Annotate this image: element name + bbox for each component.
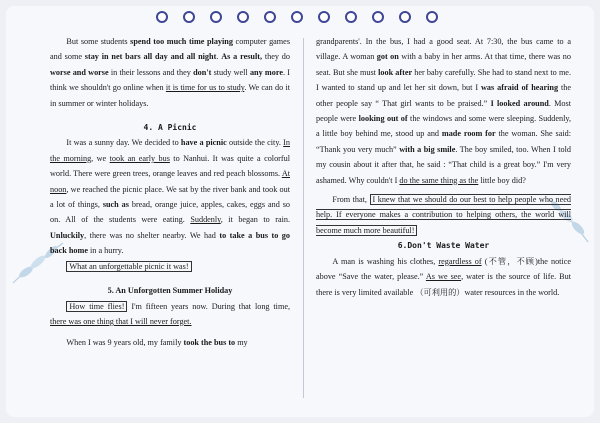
bold-phrase: As a result,: [221, 52, 263, 62]
bold-phrase: don't: [193, 67, 212, 77]
binder-ring: [237, 11, 249, 23]
bold-phrase: to take a bus to go back home: [50, 230, 290, 256]
binder-ring: [399, 11, 411, 23]
paragraph-picnic-ending: [50, 259, 290, 274]
text-run: grandparents'. In the bus, I had a good seat. At 7:30, the bus came to a village. A woman: [316, 37, 571, 62]
underlined-phrase: As we see: [425, 272, 462, 282]
binder-ring: [426, 11, 438, 23]
text-run: with a baby in her arms. At that time, there was no seat. But she must: [316, 52, 571, 77]
section-heading-picnic: 4. A Picnic: [143, 123, 197, 133]
text-run: in a hurry.: [87, 246, 124, 256]
text-run: . I think we shouldn't go online when: [50, 67, 290, 93]
paragraph-summer-story: [50, 335, 290, 350]
text-run: her baby carefully. She had to stand next to me. I wanted to stand up and let her sit down, but I: [316, 67, 571, 93]
text-run: my: [235, 338, 248, 348]
underlined-phrase: there was one thing that I will never forget.: [50, 316, 192, 326]
text-run: in their lessons and they: [108, 67, 194, 77]
underlined-phrase: In the morning: [50, 138, 290, 163]
bold-phrase: look after: [378, 67, 413, 77]
binder-ring: [210, 11, 222, 23]
right-column: [316, 34, 571, 300]
paragraph-bus-story: [316, 34, 571, 188]
worksheet-page: [6, 6, 594, 417]
text-run: When I was 9 years old, my family: [66, 338, 184, 348]
paragraph-picnic: [50, 135, 290, 258]
underlined-phrase: Suddenly: [190, 215, 221, 225]
paragraph-water: [316, 254, 571, 300]
underlined-phrase: it is time for us to study: [165, 83, 245, 93]
bold-phrase: have a picnic: [180, 138, 227, 148]
left-column: [50, 34, 290, 351]
boxed-phrase: How time flies!: [66, 301, 127, 312]
bold-phrase: I looked around: [490, 98, 549, 108]
text-run: . We can do it in summer or winter holidays.: [50, 83, 290, 108]
text-run: . Most people were: [316, 98, 571, 124]
underlined-phrase: do the same thing as the: [399, 175, 479, 185]
text-run: they do: [262, 52, 290, 62]
bold-phrase: got on: [376, 52, 399, 62]
binder-ring: [345, 11, 357, 23]
paragraph-summer-intro: [50, 299, 290, 330]
bold-phrase: looking out of: [358, 114, 408, 124]
text-run: the woman. She said: “Thank you very much”: [316, 129, 571, 154]
text-run: It was a sunny day. We decided to: [66, 138, 181, 148]
text-run: , there was no shelter nearby. We had: [84, 230, 220, 240]
bold-phrase: was afraid of hearing: [481, 83, 559, 93]
bold-phrase: stay in net bars all day and all night: [84, 52, 217, 62]
text-run: , we reached the picnic place. We sat by the river bank and took out a lot of things,: [50, 184, 290, 210]
underlined-phrase: took an early bus: [109, 153, 170, 163]
text-run: bread, orange juice, apples, cakes, eggs and so on. All of the students were eating.: [50, 200, 290, 225]
text-run: little boy did?: [478, 175, 526, 185]
bold-phrase: such as: [102, 200, 129, 210]
text-run: the windows and some were sleeping. Suddenly, a little boy behind me, stood up and: [316, 114, 572, 139]
text-run: A man is washing his clothes,: [332, 256, 439, 266]
text-run: (不管，不顾)the notice above “Save the water, please.”: [316, 256, 571, 282]
underlined-phrase: regardless of: [438, 256, 482, 266]
paragraph-online-games: [50, 34, 290, 111]
binder-ring: [183, 11, 195, 23]
bold-phrase: Unluckily: [50, 230, 85, 240]
text-run: . The boy smiled, too. When I told my cousin about it after that, he said : “That child is a great boy.” I'm very ashamed. Why couldn't I: [316, 144, 571, 185]
text-run: , it began to rain.: [220, 215, 290, 225]
text-run: .: [216, 52, 222, 62]
bold-phrase: took the bus to: [183, 338, 236, 348]
binder-ring: [372, 11, 384, 23]
section-heading-water: 6.Don't Waste Water: [397, 241, 490, 251]
boxed-phrase: I knew that we should do our best to help people who need help. If everyone makes a contribution to helping others, the world will become much more beautiful!: [316, 195, 571, 235]
text-run: From that,: [332, 195, 370, 205]
text-run: to Nanhui. It was quite a colorful world. There were green trees, orange leaves and red peach blossoms.: [50, 153, 290, 179]
text-run: computer games and some: [50, 37, 291, 62]
binder-rings: [156, 11, 456, 29]
paragraph-lesson: [316, 192, 571, 238]
binder-ring: [264, 11, 276, 23]
column-divider: [303, 38, 304, 398]
text-run: I'm fifteen years now. During that long time,: [127, 301, 291, 311]
bold-phrase: made room for: [441, 129, 496, 139]
binder-ring: [156, 11, 168, 23]
binder-ring: [291, 11, 303, 23]
section-heading-summer-holiday: 5. An Unforgotten Summer Holiday: [107, 286, 233, 296]
text-run: study well: [211, 67, 250, 77]
underlined-phrase: At noon: [50, 169, 290, 194]
bold-phrase: any more: [249, 67, 283, 77]
boxed-phrase: What an unforgettable picnic it was!: [66, 261, 191, 272]
bold-phrase: spend too much time playing: [130, 37, 233, 46]
text-run: , water is the source of life. But there is very limited available （可利用的）water resources in the world.: [316, 272, 572, 297]
text-run: But some students: [66, 37, 131, 46]
text-run: the other people say “ That girl wants to be praised.”: [316, 83, 571, 108]
text-run: outside the city.: [226, 138, 284, 148]
bold-phrase: worse and worse: [50, 67, 109, 77]
text-run: , we: [91, 153, 110, 163]
bold-phrase: with a big smile: [399, 144, 456, 154]
binder-ring: [318, 11, 330, 23]
